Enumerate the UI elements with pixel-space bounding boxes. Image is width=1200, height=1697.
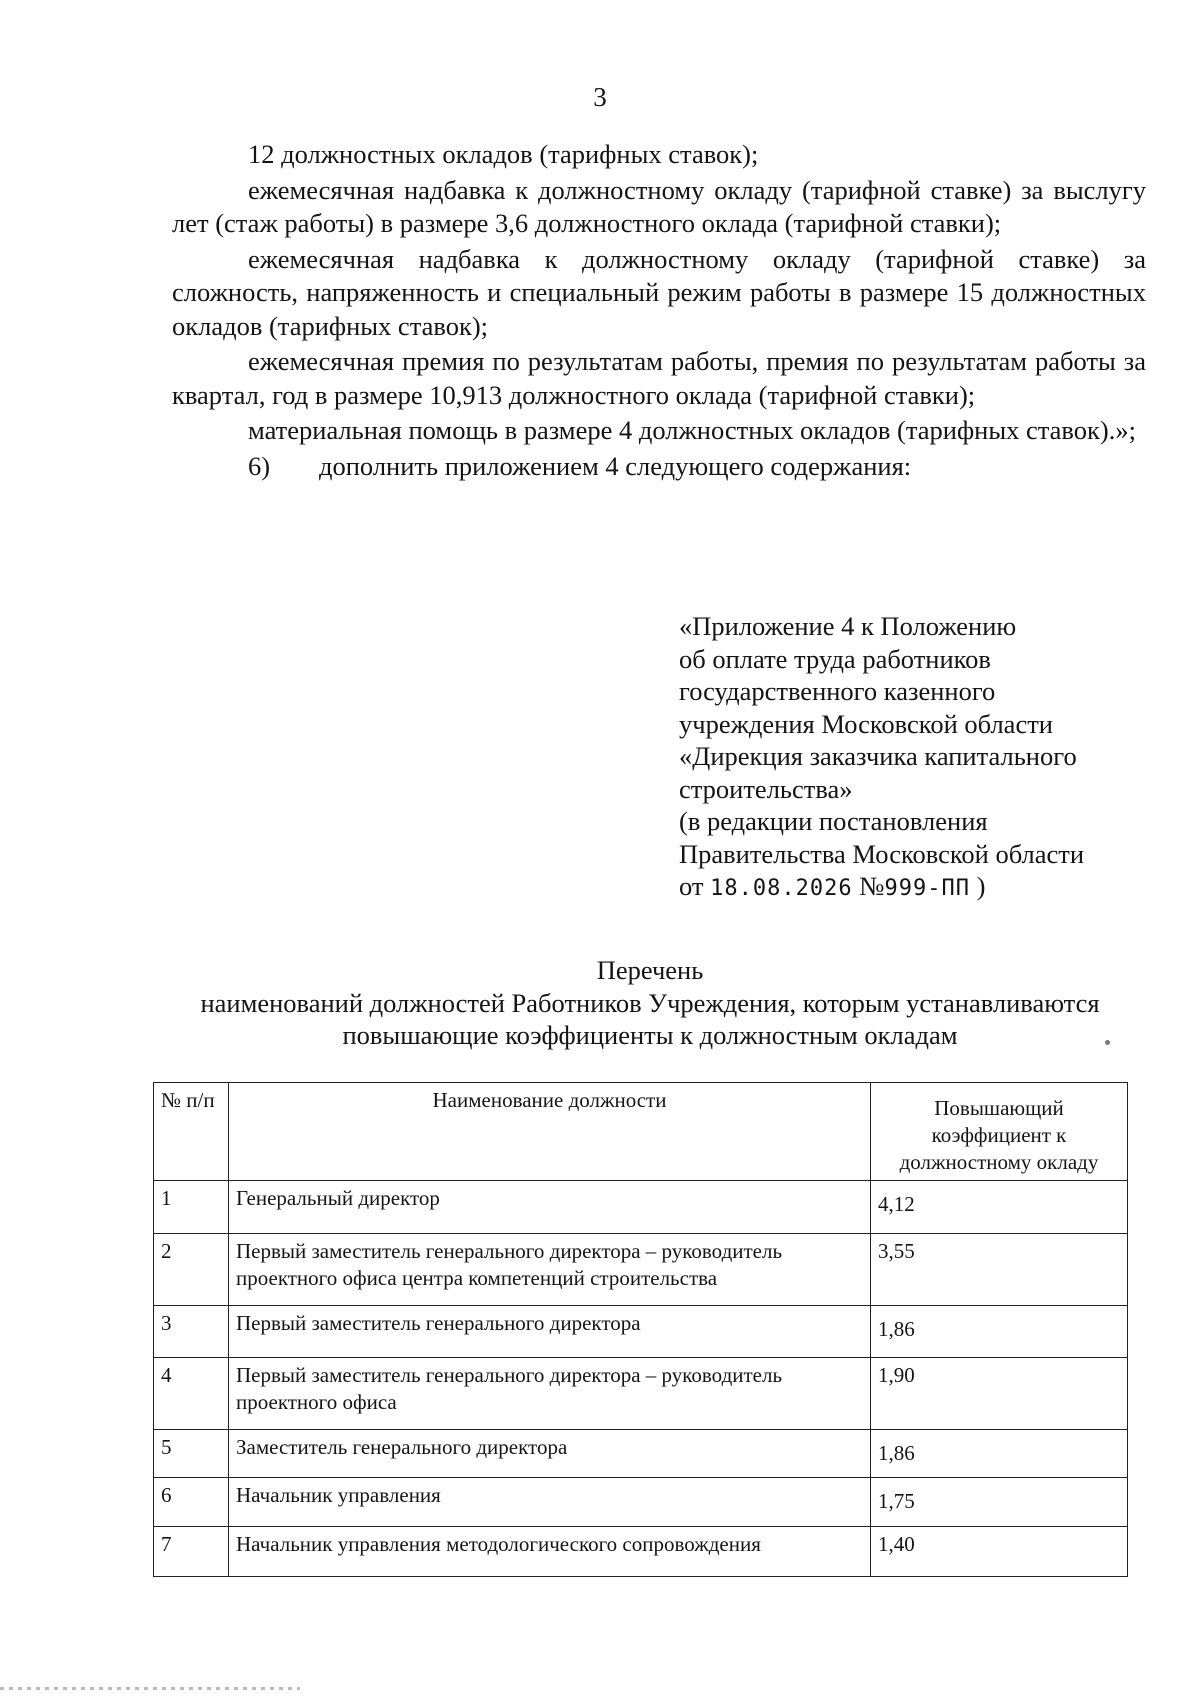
annex-line: «Приложение 4 к Положению (679, 611, 1017, 641)
page-number: 3 (593, 82, 607, 112)
cell-num: 2 (154, 1234, 229, 1306)
annex-line: Правительства Московской области (679, 838, 1085, 869)
cell-num: 4 (154, 1358, 229, 1430)
cell-name: Первый заместитель генерального директора – руководитель проектного офиса (229, 1358, 871, 1430)
annex-line: «Дирекция заказчика капитального (679, 741, 1077, 771)
annex-number: 999-ПП (884, 876, 970, 901)
annex-line: (в редакции постановления (679, 806, 988, 836)
heading-subtitle: повышающие коэффициенты к должностным окладам (342, 1020, 958, 1050)
table-row (154, 1358, 1128, 1430)
annex-date-prefix: от (679, 871, 704, 901)
cell-num: 5 (154, 1430, 229, 1478)
annex-line: учреждения Московской области (679, 708, 1053, 739)
cell-name: Начальник управления (229, 1478, 871, 1527)
scan-speck (1105, 1040, 1110, 1045)
cell-coef: 3,55 (871, 1234, 1128, 1306)
cell-coef: 1,86 (871, 1306, 1128, 1358)
cell-num: 7 (154, 1527, 229, 1577)
cell-name: Первый заместитель генерального директора (229, 1306, 871, 1358)
table-row (154, 1234, 1128, 1306)
cell-num: 3 (154, 1306, 229, 1358)
positions-table (153, 1082, 1128, 1577)
table-header-row (154, 1083, 1128, 1181)
annex-line: строительства» (679, 773, 853, 804)
annex-date: 18.08.2026 (710, 876, 853, 901)
header-coef: Повышающий коэффициент к должностному окладу (871, 1083, 1128, 1181)
list-item-text: дополнить приложением 4 следующего содержания: (319, 450, 912, 481)
annex-number-sign: № (859, 871, 885, 901)
annex-line: государственного казенного (679, 676, 996, 706)
cell-name: Генеральный директор (229, 1181, 871, 1234)
table-row (154, 1430, 1128, 1478)
table-row (154, 1478, 1128, 1527)
heading-title: Перечень (596, 955, 704, 985)
body-text (172, 138, 1146, 485)
list-item-6 (172, 450, 1146, 484)
cell-name: Заместитель генерального директора (229, 1430, 871, 1478)
paragraph: ежемесячная надбавка к должностному окладу (тарифной ставке) за сложность, напряженность и специальный режим работы в размере 15 должностных окладов (тарифных ставок); (172, 243, 1146, 341)
header-name: Наименование должности (229, 1083, 871, 1181)
annex-date-line (679, 870, 1149, 906)
annex-line: об оплате труда работников (679, 643, 991, 674)
table-row (154, 1306, 1128, 1358)
paragraph: ежемесячная премия по результатам работы, премия по результатам работы за квартал, год в размере 10,913 должностного оклада (тарифной ставки); (172, 346, 1146, 410)
cell-name: Первый заместитель генерального директора – руководитель проектного офиса центра компетенций строительства (229, 1234, 871, 1306)
list-heading (150, 954, 1150, 1052)
table-row (154, 1181, 1128, 1234)
list-marker: 6) (248, 450, 271, 481)
cell-coef: 4,12 (871, 1181, 1128, 1234)
annex-header (679, 610, 1149, 906)
heading-subtitle: наименований должностей Работников Учреждения, которым устанавливаются (200, 987, 1100, 1018)
paragraph: 12 должностных окладов (тарифных ставок); (248, 139, 759, 169)
paragraph: материальная помощь в размере 4 должностных окладов (тарифных ставок).»; (248, 415, 1136, 445)
scan-edge-artifact (0, 1687, 300, 1690)
cell-coef: 1,75 (871, 1478, 1128, 1527)
table-row (154, 1527, 1128, 1577)
header-num: № п/п (154, 1083, 229, 1181)
cell-num: 1 (154, 1181, 229, 1234)
cell-num: 6 (154, 1478, 229, 1527)
cell-coef: 1,90 (871, 1358, 1128, 1430)
cell-name: Начальник управления методологического сопровождения (229, 1527, 871, 1577)
cell-coef: 1,86 (871, 1430, 1128, 1478)
annex-close-paren: ) (976, 871, 986, 901)
cell-coef: 1,40 (871, 1527, 1128, 1577)
paragraph: ежемесячная надбавка к должностному окладу (тарифной ставке) за выслугу лет (стаж работы) в размере 3,6 должностного оклада (тарифной ставки); (172, 174, 1146, 238)
